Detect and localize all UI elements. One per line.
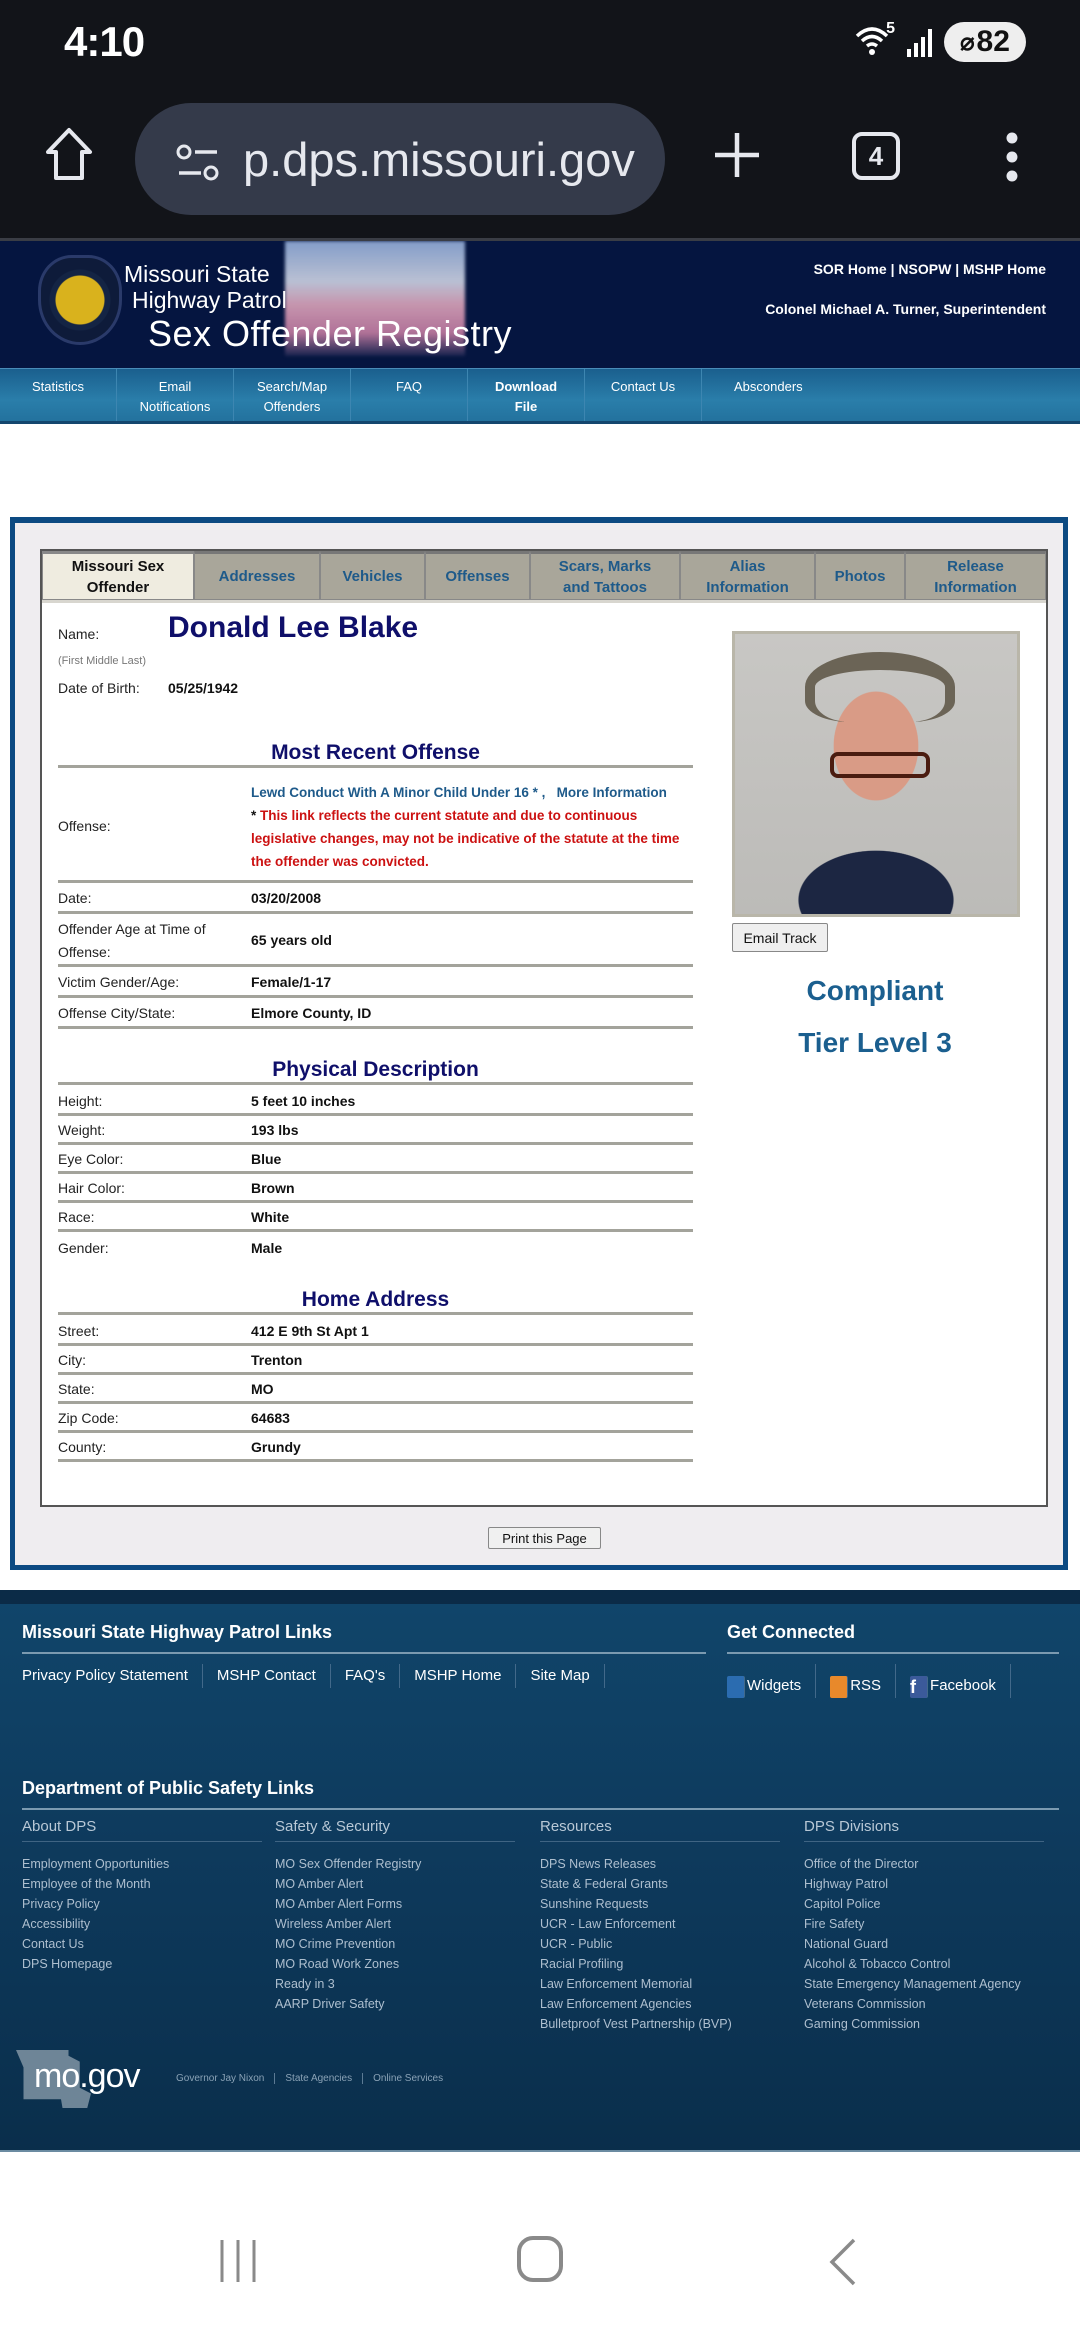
- dps-link[interactable]: MO Road Work Zones: [275, 1957, 400, 1971]
- dps-link[interactable]: DPS Homepage: [22, 1957, 113, 1971]
- facebook-icon: f: [910, 1676, 928, 1698]
- mshp-links-heading: Missouri State Highway Patrol Links: [22, 1622, 333, 1642]
- dps-column-heading: Resources: [540, 1818, 780, 1842]
- site-header: [0, 238, 1080, 368]
- home-address-row: City: Trenton: [58, 1349, 693, 1375]
- widgets-icon: [727, 1676, 745, 1698]
- dps-link[interactable]: State & Federal Grants: [540, 1877, 668, 1891]
- rss-icon: [830, 1676, 848, 1698]
- email-track-button[interactable]: Email Track: [732, 923, 828, 952]
- dps-link[interactable]: State Emergency Management Agency: [804, 1977, 1021, 1991]
- offense-detail-row: Offender Age at Time of Offense: 65 years old: [58, 917, 693, 967]
- tier-level: Tier Level 3: [798, 1027, 952, 1058]
- dps-link[interactable]: Highway Patrol: [804, 1877, 889, 1891]
- dps-link[interactable]: Fire Safety: [804, 1917, 865, 1931]
- home-address-row: County: Grundy: [58, 1436, 693, 1462]
- dps-link[interactable]: Bulletproof Vest Partnership (BVP): [540, 2017, 732, 2031]
- dps-link[interactable]: Capitol Police: [804, 1897, 881, 1911]
- divider: [22, 1808, 1059, 1810]
- dps-link[interactable]: Ready in 3: [275, 1977, 335, 1991]
- overflow-menu-icon[interactable]: [1004, 132, 1020, 187]
- nav-absconders[interactable]: Absconders: [734, 379, 803, 394]
- nav-search-map-offenders[interactable]: Search/Map Offenders: [234, 369, 351, 421]
- dob-label: Date of Birth:: [58, 680, 140, 696]
- footer-link[interactable]: Privacy Policy Statement: [22, 1664, 203, 1688]
- dps-link-column: [540, 1818, 780, 2034]
- link-separator: |: [890, 261, 895, 277]
- site-settings-icon[interactable]: [175, 139, 221, 179]
- physical-description-heading: Physical Description: [58, 1058, 693, 1085]
- nav-contact-us[interactable]: Contact Us: [585, 369, 702, 421]
- tab-offenses[interactable]: Offenses: [425, 551, 530, 600]
- main-nav: [0, 368, 1080, 424]
- dps-link[interactable]: Accessibility: [22, 1917, 91, 1931]
- nav-email-notifications[interactable]: Email Notifications: [117, 369, 234, 421]
- dob-value: 05/25/1942: [168, 680, 239, 696]
- offense-detail-row: Victim Gender/Age: Female/1-17: [58, 970, 693, 998]
- url-text[interactable]: p.dps.missouri.gov: [243, 132, 635, 186]
- mo-gov-logo[interactable]: mo.gov: [16, 2050, 146, 2110]
- home-button-icon[interactable]: [517, 2236, 563, 2282]
- footer-link[interactable]: Site Map: [516, 1664, 604, 1688]
- nav-faq[interactable]: FAQ: [351, 369, 468, 421]
- dps-link[interactable]: Gaming Commission: [804, 2017, 921, 2031]
- dps-link[interactable]: MO Amber Alert: [275, 1877, 364, 1891]
- dps-link[interactable]: UCR - Public: [540, 1937, 613, 1951]
- dps-link[interactable]: National Guard: [804, 1937, 889, 1951]
- dps-link-column: [22, 1818, 262, 1974]
- rss-link[interactable]: RSS: [816, 1664, 896, 1698]
- highway-patrol-seal-logo: [38, 255, 122, 345]
- home-address-heading: Home Address: [58, 1288, 693, 1315]
- dps-link[interactable]: UCR - Law Enforcement: [540, 1917, 676, 1931]
- offender-detail-card: [40, 549, 1048, 1507]
- battery-indicator: ⌀ 82: [944, 22, 1026, 62]
- tab-addresses[interactable]: Addresses: [194, 551, 320, 600]
- name-label: Name:: [58, 626, 100, 642]
- browser-toolbar: [0, 80, 1080, 238]
- dps-link[interactable]: Veterans Commission: [804, 1997, 926, 2011]
- divider: [727, 1652, 1059, 1654]
- superintendent-name: Colonel Michael A. Turner, Superintendent: [765, 301, 1046, 317]
- recent-apps-icon[interactable]: [218, 2238, 262, 2289]
- home-address-row: Zip Code: 64683: [58, 1407, 693, 1433]
- dps-link[interactable]: Law Enforcement Memorial: [540, 1977, 693, 1991]
- name-format-hint: (First Middle Last): [58, 655, 147, 667]
- header-links: [814, 261, 1046, 277]
- tab-vehicles[interactable]: Vehicles: [320, 551, 425, 600]
- dps-links-heading: Department of Public Safety Links: [22, 1778, 315, 1798]
- back-icon[interactable]: [828, 2238, 858, 2291]
- dps-link[interactable]: Racial Profiling: [540, 1957, 624, 1971]
- dps-link[interactable]: MO Amber Alert Forms: [275, 1897, 403, 1911]
- physical-description-row: Eye Color: Blue: [58, 1148, 693, 1174]
- tab-scars-marks-tattoos[interactable]: Scars, Marks and Tattoos: [530, 551, 680, 600]
- detail-tabs: [42, 551, 1046, 603]
- dps-column-heading: Safety & Security: [275, 1818, 515, 1842]
- offense-detail-row: Date: 03/20/2008: [58, 886, 693, 914]
- org-name-line2: Highway Patrol: [132, 287, 287, 313]
- home-address-row: State: MO: [58, 1378, 693, 1404]
- site-title: Sex Offender Registry: [148, 313, 512, 354]
- offender-panel: [10, 517, 1068, 1570]
- tab-missouri-sex-offender[interactable]: Missouri Sex Offender: [42, 551, 194, 600]
- dps-link[interactable]: Office of the Director: [804, 1857, 919, 1871]
- widgets-link[interactable]: Widgets: [727, 1664, 816, 1698]
- dps-link[interactable]: Alcohol & Tobacco Control: [804, 1957, 951, 1971]
- footer-link[interactable]: MSHP Contact: [203, 1664, 331, 1688]
- facebook-link[interactable]: f Facebook: [896, 1664, 1011, 1698]
- dps-link[interactable]: Employee of the Month: [22, 1877, 151, 1891]
- physical-description-row: Hair Color: Brown: [58, 1177, 693, 1203]
- recent-offense-heading: Most Recent Offense: [58, 741, 693, 768]
- mshp-home-link[interactable]: MSHP Home: [963, 261, 1046, 277]
- charging-icon: ⌀: [960, 28, 975, 56]
- dps-link-column: [275, 1818, 515, 2014]
- nsopw-link[interactable]: NSOPW: [898, 261, 952, 277]
- offender-name: Donald Lee Blake: [168, 611, 419, 644]
- governor-link[interactable]: Governor Jay Nixon: [176, 2073, 275, 2084]
- tab-photos[interactable]: Photos: [815, 551, 905, 600]
- wifi-icon: [855, 20, 895, 60]
- physical-description-row: Weight: 193 lbs: [58, 1119, 693, 1145]
- dps-column-heading: DPS Divisions: [804, 1818, 1044, 1842]
- statute-disclaimer: This link reflects the current statute and due to continuous legislative changes, may not be indicative of the statute at the time the offender was convicted.: [251, 807, 680, 869]
- dps-link[interactable]: Wireless Amber Alert: [275, 1917, 392, 1931]
- dps-link-column: [804, 1818, 1044, 2034]
- nav-download-file[interactable]: Download File: [468, 369, 585, 421]
- footer-link[interactable]: FAQ's: [331, 1664, 400, 1688]
- system-nav-bar: [0, 2152, 1080, 2340]
- nav-statistics[interactable]: Statistics: [0, 369, 117, 421]
- address-bar[interactable]: [135, 103, 665, 215]
- physical-description-row: Height: 5 feet 10 inches: [58, 1090, 693, 1116]
- offense-detail-row: Offense City/State: Elmore County, ID: [58, 1001, 693, 1029]
- clock: 4:10: [64, 18, 145, 65]
- compliance-status: Compliant: [806, 975, 944, 1006]
- dps-column-heading: About DPS: [22, 1818, 262, 1842]
- dps-link[interactable]: Sunshine Requests: [540, 1897, 649, 1911]
- status-bar: [0, 0, 1080, 80]
- print-page-button[interactable]: Print this Page: [488, 1527, 601, 1549]
- offender-photo: [732, 631, 1020, 917]
- wifi-badge: 5: [886, 20, 895, 37]
- online-services-link[interactable]: Online Services: [373, 2073, 444, 2084]
- offense-statute-link[interactable]: Lewd Conduct With A Minor Child Under 16: [251, 784, 529, 800]
- more-information-link[interactable]: More Information: [556, 784, 667, 800]
- state-agencies-link[interactable]: State Agencies: [275, 2073, 363, 2084]
- tab-switcher-icon[interactable]: 4: [852, 132, 900, 180]
- gov-links: [176, 2073, 453, 2084]
- home-icon[interactable]: [44, 126, 94, 187]
- dps-link[interactable]: Privacy Policy: [22, 1897, 100, 1911]
- org-name-line1: Missouri State: [124, 261, 270, 287]
- offense-label: Offense:: [58, 818, 111, 834]
- dps-link[interactable]: Law Enforcement Agencies: [540, 1997, 692, 2011]
- physical-description-row: Race: White: [58, 1206, 693, 1232]
- home-address-row: Street: 412 E 9th St Apt 1: [58, 1320, 693, 1346]
- offense-row: Offense: Lewd Conduct With A Minor Child Under 16 * , More Information * This link reflects the current statute and due to continuous legislative changes, may not be indicative of the statute at the time the offender was convicted.: [58, 773, 693, 883]
- footer-divider: [0, 1590, 1080, 1604]
- link-separator: |: [955, 261, 960, 277]
- tab-release-information[interactable]: Release Information: [905, 551, 1046, 600]
- dps-link[interactable]: AARP Driver Safety: [275, 1997, 385, 2011]
- dps-link[interactable]: MO Crime Prevention: [275, 1937, 396, 1951]
- dps-link[interactable]: Employment Opportunities: [22, 1857, 170, 1871]
- dps-link[interactable]: Contact Us: [22, 1937, 84, 1951]
- footer-link[interactable]: MSHP Home: [400, 1664, 516, 1688]
- divider: [22, 1652, 706, 1654]
- tab-alias-information[interactable]: Alias Information: [680, 551, 815, 600]
- new-tab-icon[interactable]: [712, 130, 762, 185]
- get-connected-heading: Get Connected: [727, 1622, 856, 1642]
- dps-link[interactable]: MO Sex Offender Registry: [275, 1857, 422, 1871]
- sor-home-link[interactable]: SOR Home: [813, 261, 887, 277]
- physical-description-row: Gender: Male: [58, 1239, 283, 1256]
- dps-link[interactable]: DPS News Releases: [540, 1857, 657, 1871]
- signal-icon: [907, 27, 932, 57]
